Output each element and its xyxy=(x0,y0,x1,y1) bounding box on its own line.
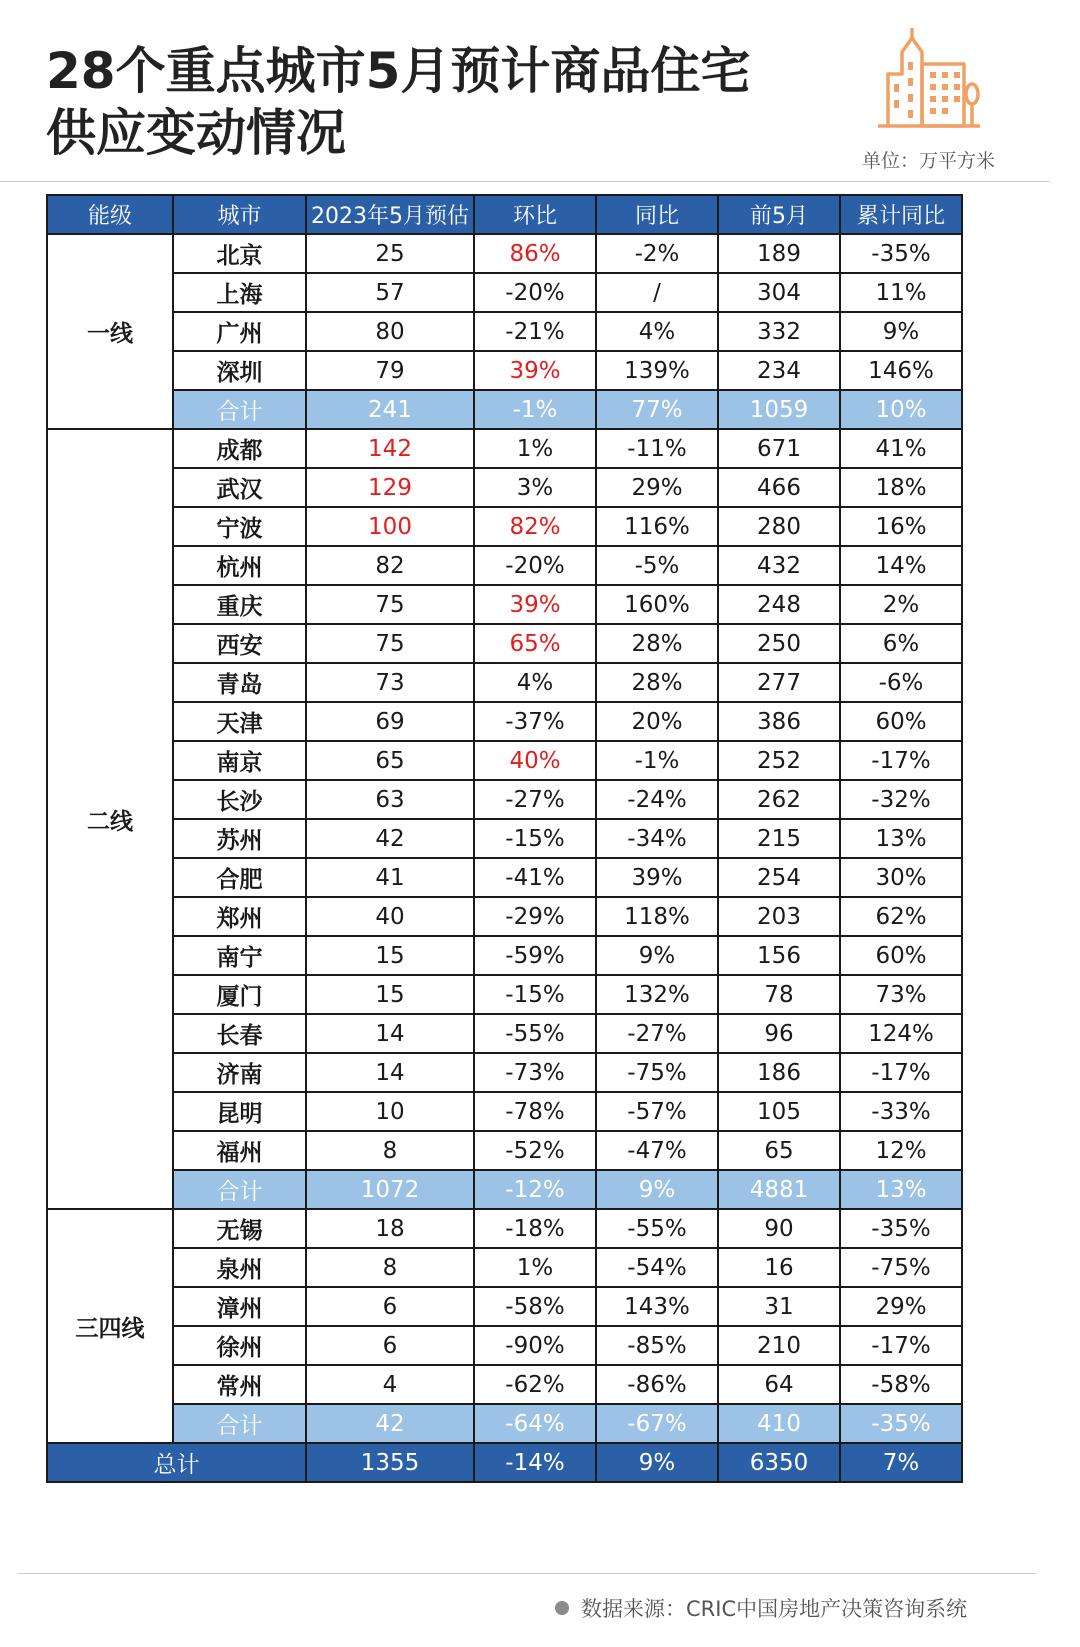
value-cell: -41% xyxy=(474,858,596,897)
subtotal-value: 13% xyxy=(840,1170,962,1209)
value-cell: -58% xyxy=(474,1287,596,1326)
supply-table xyxy=(46,194,963,1483)
value-cell: 39% xyxy=(474,351,596,390)
table-row xyxy=(47,975,962,1014)
building-icon xyxy=(874,22,984,138)
value-cell: 62% xyxy=(840,897,962,936)
tier-cell: 三四线 xyxy=(47,1209,173,1443)
value-cell: 73% xyxy=(840,975,962,1014)
value-cell: 39% xyxy=(596,858,718,897)
city-cell: 青岛 xyxy=(173,663,306,702)
value-cell: 215 xyxy=(718,819,840,858)
city-cell: 南京 xyxy=(173,741,306,780)
value-cell: 1% xyxy=(474,1248,596,1287)
value-cell: 129 xyxy=(306,468,474,507)
value-cell: / xyxy=(596,273,718,312)
value-cell: -21% xyxy=(474,312,596,351)
value-cell: 1% xyxy=(474,429,596,468)
table-row xyxy=(47,780,962,819)
value-cell: -37% xyxy=(474,702,596,741)
value-cell: -6% xyxy=(840,663,962,702)
value-cell: -86% xyxy=(596,1365,718,1404)
value-cell: 82% xyxy=(474,507,596,546)
value-cell: -17% xyxy=(840,741,962,780)
city-cell: 泉州 xyxy=(173,1248,306,1287)
value-cell: 60% xyxy=(840,936,962,975)
title-line-1: 28个重点城市5月预计商品住宅 xyxy=(46,42,751,100)
subtotal-value: 4881 xyxy=(718,1170,840,1209)
value-cell: 41 xyxy=(306,858,474,897)
table-row xyxy=(47,468,962,507)
city-cell: 宁波 xyxy=(173,507,306,546)
value-cell: 12% xyxy=(840,1131,962,1170)
table-row xyxy=(47,507,962,546)
tier-cell: 二线 xyxy=(47,429,173,1209)
value-cell: -35% xyxy=(840,234,962,273)
top-divider xyxy=(0,181,1050,182)
value-cell: 160% xyxy=(596,585,718,624)
value-cell: 40% xyxy=(474,741,596,780)
grand-total-row xyxy=(47,1443,962,1482)
table-header-row xyxy=(47,195,962,234)
city-cell: 南宁 xyxy=(173,936,306,975)
value-cell: 671 xyxy=(718,429,840,468)
value-cell: -52% xyxy=(474,1131,596,1170)
city-cell: 重庆 xyxy=(173,585,306,624)
value-cell: 28% xyxy=(596,624,718,663)
value-cell: 6% xyxy=(840,624,962,663)
table-row xyxy=(47,273,962,312)
value-cell: -33% xyxy=(840,1092,962,1131)
table-row xyxy=(47,429,962,468)
subtotal-row xyxy=(47,1404,962,1443)
table-row xyxy=(47,1053,962,1092)
value-cell: 277 xyxy=(718,663,840,702)
value-cell: -27% xyxy=(474,780,596,819)
subtotal-value: 1059 xyxy=(718,390,840,429)
source-text: 数据来源：CRIC中国房地产决策咨询系统 xyxy=(581,1597,968,1621)
value-cell: 69 xyxy=(306,702,474,741)
value-cell: -20% xyxy=(474,546,596,585)
value-cell: 4% xyxy=(474,663,596,702)
value-cell: 41% xyxy=(840,429,962,468)
value-cell: 75 xyxy=(306,585,474,624)
city-cell: 徐州 xyxy=(173,1326,306,1365)
value-cell: 73 xyxy=(306,663,474,702)
table-row xyxy=(47,351,962,390)
value-cell: 57 xyxy=(306,273,474,312)
value-cell: 2% xyxy=(840,585,962,624)
value-cell: 254 xyxy=(718,858,840,897)
city-cell: 深圳 xyxy=(173,351,306,390)
city-cell: 无锡 xyxy=(173,1209,306,1248)
value-cell: 8 xyxy=(306,1248,474,1287)
value-cell: 25 xyxy=(306,234,474,273)
city-cell: 厦门 xyxy=(173,975,306,1014)
table-row xyxy=(47,741,962,780)
value-cell: 82 xyxy=(306,546,474,585)
table-row xyxy=(47,1248,962,1287)
value-cell: -15% xyxy=(474,819,596,858)
grand-total-label: 总计 xyxy=(47,1443,306,1482)
value-cell: 39% xyxy=(474,585,596,624)
grand-total-value: 1355 xyxy=(306,1443,474,1482)
value-cell: 432 xyxy=(718,546,840,585)
value-cell: -29% xyxy=(474,897,596,936)
value-cell: 210 xyxy=(718,1326,840,1365)
value-cell: 9% xyxy=(840,312,962,351)
value-cell: 14% xyxy=(840,546,962,585)
subtotal-value: 241 xyxy=(306,390,474,429)
city-cell: 合肥 xyxy=(173,858,306,897)
value-cell: -18% xyxy=(474,1209,596,1248)
value-cell: 8 xyxy=(306,1131,474,1170)
value-cell: 10 xyxy=(306,1092,474,1131)
value-cell: 42 xyxy=(306,819,474,858)
value-cell: 386 xyxy=(718,702,840,741)
bullet-dot-icon xyxy=(555,1601,569,1615)
table-row xyxy=(47,1287,962,1326)
table-row xyxy=(47,234,962,273)
table-row xyxy=(47,1326,962,1365)
value-cell: -73% xyxy=(474,1053,596,1092)
value-cell: 96 xyxy=(718,1014,840,1053)
grand-total-value: 9% xyxy=(596,1443,718,1482)
city-cell: 福州 xyxy=(173,1131,306,1170)
value-cell: 15 xyxy=(306,975,474,1014)
city-cell: 济南 xyxy=(173,1053,306,1092)
value-cell: 16% xyxy=(840,507,962,546)
subtotal-value: -35% xyxy=(840,1404,962,1443)
header-cell: 环比 xyxy=(474,195,596,234)
value-cell: 132% xyxy=(596,975,718,1014)
table-row xyxy=(47,702,962,741)
bottom-divider xyxy=(18,1573,1036,1574)
value-cell: 14 xyxy=(306,1053,474,1092)
value-cell: 65 xyxy=(306,741,474,780)
table-row xyxy=(47,1209,962,1248)
unit-label: 单位：万平方米 xyxy=(862,150,996,172)
table-row xyxy=(47,936,962,975)
value-cell: 40 xyxy=(306,897,474,936)
subtotal-value: 42 xyxy=(306,1404,474,1443)
value-cell: -54% xyxy=(596,1248,718,1287)
city-cell: 广州 xyxy=(173,312,306,351)
value-cell: -20% xyxy=(474,273,596,312)
grand-total-value: 6350 xyxy=(718,1443,840,1482)
value-cell: 29% xyxy=(596,468,718,507)
table-row xyxy=(47,663,962,702)
value-cell: -75% xyxy=(596,1053,718,1092)
value-cell: 139% xyxy=(596,351,718,390)
value-cell: 86% xyxy=(474,234,596,273)
value-cell: 3% xyxy=(474,468,596,507)
value-cell: 280 xyxy=(718,507,840,546)
value-cell: 90 xyxy=(718,1209,840,1248)
city-cell: 苏州 xyxy=(173,819,306,858)
value-cell: -59% xyxy=(474,936,596,975)
value-cell: -17% xyxy=(840,1326,962,1365)
subtotal-value: -1% xyxy=(474,390,596,429)
value-cell: 203 xyxy=(718,897,840,936)
subtotal-label: 合计 xyxy=(173,1170,306,1209)
value-cell: 466 xyxy=(718,468,840,507)
header-cell: 能级 xyxy=(47,195,173,234)
subtotal-value: 1072 xyxy=(306,1170,474,1209)
header-cell: 同比 xyxy=(596,195,718,234)
value-cell: 234 xyxy=(718,351,840,390)
city-cell: 西安 xyxy=(173,624,306,663)
city-cell: 郑州 xyxy=(173,897,306,936)
value-cell: -47% xyxy=(596,1131,718,1170)
value-cell: 118% xyxy=(596,897,718,936)
value-cell: -57% xyxy=(596,1092,718,1131)
value-cell: -15% xyxy=(474,975,596,1014)
city-cell: 漳州 xyxy=(173,1287,306,1326)
value-cell: 4% xyxy=(596,312,718,351)
subtotal-label: 合计 xyxy=(173,1404,306,1443)
value-cell: 146% xyxy=(840,351,962,390)
subtotal-value: -64% xyxy=(474,1404,596,1443)
table-row xyxy=(47,312,962,351)
value-cell: 30% xyxy=(840,858,962,897)
value-cell: -85% xyxy=(596,1326,718,1365)
value-cell: -32% xyxy=(840,780,962,819)
subtotal-label: 合计 xyxy=(173,390,306,429)
subtotal-value: -12% xyxy=(474,1170,596,1209)
value-cell: 11% xyxy=(840,273,962,312)
city-cell: 北京 xyxy=(173,234,306,273)
city-cell: 长春 xyxy=(173,1014,306,1053)
city-cell: 常州 xyxy=(173,1365,306,1404)
value-cell: 16 xyxy=(718,1248,840,1287)
table-row xyxy=(47,624,962,663)
value-cell: 15 xyxy=(306,936,474,975)
city-cell: 上海 xyxy=(173,273,306,312)
value-cell: 63 xyxy=(306,780,474,819)
value-cell: -5% xyxy=(596,546,718,585)
value-cell: 142 xyxy=(306,429,474,468)
value-cell: 262 xyxy=(718,780,840,819)
value-cell: -78% xyxy=(474,1092,596,1131)
value-cell: 18% xyxy=(840,468,962,507)
value-cell: 31 xyxy=(718,1287,840,1326)
header-cell: 城市 xyxy=(173,195,306,234)
subtotal-value: 9% xyxy=(596,1170,718,1209)
city-cell: 天津 xyxy=(173,702,306,741)
value-cell: -58% xyxy=(840,1365,962,1404)
value-cell: 248 xyxy=(718,585,840,624)
table-row xyxy=(47,819,962,858)
value-cell: 14 xyxy=(306,1014,474,1053)
value-cell: 6 xyxy=(306,1287,474,1326)
subtotal-value: 77% xyxy=(596,390,718,429)
value-cell: 250 xyxy=(718,624,840,663)
table-row xyxy=(47,1092,962,1131)
value-cell: 143% xyxy=(596,1287,718,1326)
value-cell: -27% xyxy=(596,1014,718,1053)
value-cell: 304 xyxy=(718,273,840,312)
value-cell: 64 xyxy=(718,1365,840,1404)
value-cell: 156 xyxy=(718,936,840,975)
table-row xyxy=(47,897,962,936)
value-cell: 29% xyxy=(840,1287,962,1326)
value-cell: 6 xyxy=(306,1326,474,1365)
value-cell: 18 xyxy=(306,1209,474,1248)
subtotal-row xyxy=(47,390,962,429)
grand-total-value: 7% xyxy=(840,1443,962,1482)
table-row xyxy=(47,858,962,897)
header-cell: 前5月 xyxy=(718,195,840,234)
value-cell: 100 xyxy=(306,507,474,546)
page-title xyxy=(46,40,826,164)
value-cell: -34% xyxy=(596,819,718,858)
value-cell: -55% xyxy=(474,1014,596,1053)
value-cell: 79 xyxy=(306,351,474,390)
grand-total-value: -14% xyxy=(474,1443,596,1482)
value-cell: -90% xyxy=(474,1326,596,1365)
value-cell: 78 xyxy=(718,975,840,1014)
table-row xyxy=(47,1131,962,1170)
value-cell: 189 xyxy=(718,234,840,273)
value-cell: 60% xyxy=(840,702,962,741)
value-cell: -55% xyxy=(596,1209,718,1248)
city-cell: 杭州 xyxy=(173,546,306,585)
header-cell: 累计同比 xyxy=(840,195,962,234)
title-line-2: 供应变动情况 xyxy=(46,104,346,162)
subtotal-value: 410 xyxy=(718,1404,840,1443)
value-cell: 105 xyxy=(718,1092,840,1131)
value-cell: 65 xyxy=(718,1131,840,1170)
value-cell: -35% xyxy=(840,1209,962,1248)
tier-cell: 一线 xyxy=(47,234,173,429)
header-cell: 2023年5月预估 xyxy=(306,195,474,234)
value-cell: 332 xyxy=(718,312,840,351)
subtotal-value: -67% xyxy=(596,1404,718,1443)
value-cell: -75% xyxy=(840,1248,962,1287)
source-note xyxy=(555,1593,967,1623)
value-cell: 4 xyxy=(306,1365,474,1404)
value-cell: -2% xyxy=(596,234,718,273)
table-row xyxy=(47,1014,962,1053)
value-cell: 252 xyxy=(718,741,840,780)
value-cell: -17% xyxy=(840,1053,962,1092)
table-body xyxy=(47,234,962,1482)
value-cell: 75 xyxy=(306,624,474,663)
city-cell: 长沙 xyxy=(173,780,306,819)
value-cell: 186 xyxy=(718,1053,840,1092)
value-cell: 124% xyxy=(840,1014,962,1053)
value-cell: 65% xyxy=(474,624,596,663)
city-cell: 成都 xyxy=(173,429,306,468)
subtotal-value: 10% xyxy=(840,390,962,429)
value-cell: 28% xyxy=(596,663,718,702)
value-cell: 13% xyxy=(840,819,962,858)
value-cell: 20% xyxy=(596,702,718,741)
value-cell: 9% xyxy=(596,936,718,975)
value-cell: 116% xyxy=(596,507,718,546)
value-cell: -24% xyxy=(596,780,718,819)
table-row xyxy=(47,585,962,624)
value-cell: -62% xyxy=(474,1365,596,1404)
city-cell: 昆明 xyxy=(173,1092,306,1131)
value-cell: -11% xyxy=(596,429,718,468)
table-row xyxy=(47,1365,962,1404)
subtotal-row xyxy=(47,1170,962,1209)
value-cell: 80 xyxy=(306,312,474,351)
city-cell: 武汉 xyxy=(173,468,306,507)
value-cell: -1% xyxy=(596,741,718,780)
table-row xyxy=(47,546,962,585)
